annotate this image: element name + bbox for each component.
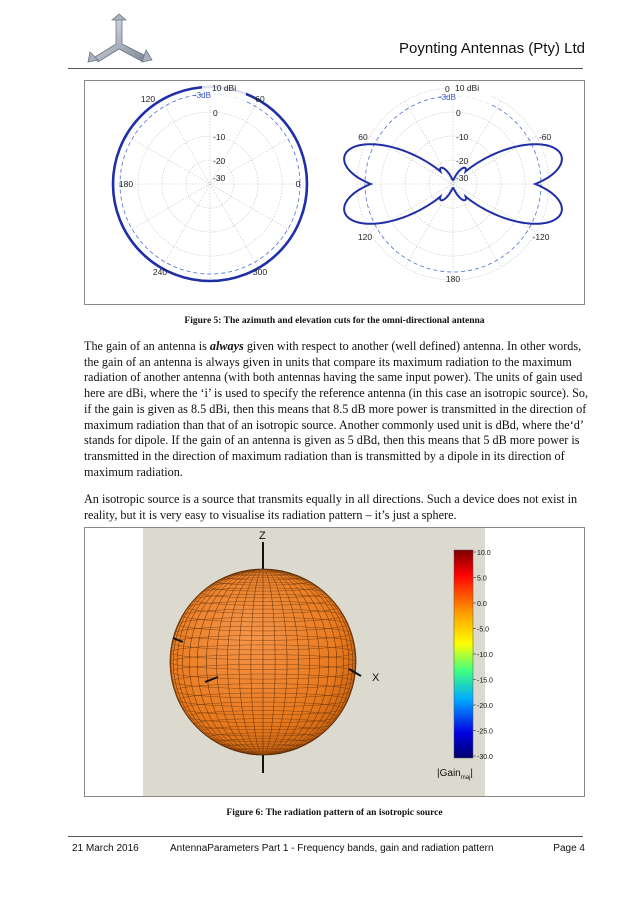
paragraph-isotropic: An isotropic source is a source that transmits equally in all directions. Such a device does not exist in reality, but it is very easy to visualise its radiation pattern – it’s just a sphere. — [84, 492, 578, 522]
figure-5-caption: Figure 5: The azimuth and elevation cuts for the omni-directional antenna — [184, 316, 485, 326]
colorbar-tick-label: -10.0 — [477, 652, 493, 659]
az-tick-10: 10 dBi — [212, 83, 237, 93]
company-name: Poynting Antennas (Pty) Ltd — [399, 40, 585, 57]
footer-date: 21 March 2016 — [72, 843, 139, 854]
header-rule — [68, 68, 583, 69]
el-angle-m120: -120 — [532, 232, 550, 242]
az-angle-300: 300 — [252, 267, 268, 277]
el-angle-180: 180 — [445, 274, 461, 284]
para1-rest: given with respect to another (well defined) antenna. In other words, the gain of an antenna is always given in units that compare its maximum radiation to the maximum radiation of another antenna (with both antennas having the same input power). The units of gain used here are dBi, where the ‘i’ is used to specify the reference antenna (in this case an isotropic source). So, if the gain is given as 8.5 dBi, then this means that 8.5 dB more power is transmitted in the direction of maximum radiation than that of an isotropic source. Another commonly used unit is dBd, where the‘d’ stands for dipole. If the gain of an antenna is given as 5 dBd, then this means that 5 dB more power is transmitted in the direction of maximum radiation than is transmitted by a dipole in its direction of maximum radiation. — [84, 339, 589, 479]
el-tick-10: 10 dBi — [455, 83, 480, 93]
elevation-polar-plot — [353, 84, 553, 284]
az-tick-m20: -20 — [213, 156, 226, 166]
colorbar-tick-label: -25.0 — [477, 728, 493, 736]
el-angle-0: 0 — [445, 84, 450, 94]
azimuth-polar-plot — [110, 84, 310, 284]
colorbar-tick-label: -15.0 — [477, 677, 493, 685]
para1-emphasis: always — [209, 339, 244, 353]
colorbar-tick-label: -5.0 — [477, 626, 490, 634]
az-tick-m10: -10 — [213, 132, 226, 142]
el-3db-label: -3dB — [439, 93, 456, 102]
az-3db-label: -3dB — [194, 91, 211, 100]
az-angle-180: 180 — [118, 179, 134, 189]
footer-rule — [68, 836, 583, 837]
el-tick-0: 0 — [456, 108, 461, 118]
az-angle-240: 240 — [152, 267, 168, 277]
az-tick-0: 0 — [213, 108, 218, 118]
az-angle-60: 60 — [255, 94, 265, 104]
az-tick-m30: -30 — [213, 173, 226, 183]
colorbar-tick-label: 0.0 — [477, 601, 487, 608]
colorbar-tick-label: -30.0 — [477, 754, 493, 761]
axis-label-x: X — [372, 672, 380, 684]
colorbar-tick-label: 10.0 — [477, 550, 491, 557]
footer-page-number: Page 4 — [553, 843, 585, 854]
el-tick-m10: -10 — [456, 132, 469, 142]
para1-start: The gain of an antenna is — [84, 339, 210, 353]
el-angle-m60: -60 — [538, 132, 552, 142]
colorbar-tick-label: 5.0 — [477, 575, 487, 583]
figure-6-caption: Figure 6: The radiation pattern of an isotropic source — [226, 808, 443, 818]
axis-label-z: Z — [259, 530, 266, 542]
az-angle-0: 0 — [295, 179, 301, 189]
colorbar-label: |Gain$_{maj}$| — [437, 768, 474, 781]
el-tick-m30: -30 — [456, 173, 469, 183]
az-angle-120: 120 — [140, 94, 156, 104]
colorbar — [454, 550, 473, 758]
el-tick-m20: -20 — [456, 156, 469, 166]
company-logo — [86, 14, 154, 66]
colorbar-tick-label: -20.0 — [477, 703, 493, 710]
isotropic-sphere-plot — [143, 528, 493, 796]
el-angle-60: 60 — [358, 132, 368, 142]
footer-title: AntennaParameters Part 1 - Frequency bands, gain and radiation pattern — [170, 843, 494, 854]
el-angle-120: 120 — [357, 232, 373, 242]
paragraph-gain — [84, 339, 588, 480]
